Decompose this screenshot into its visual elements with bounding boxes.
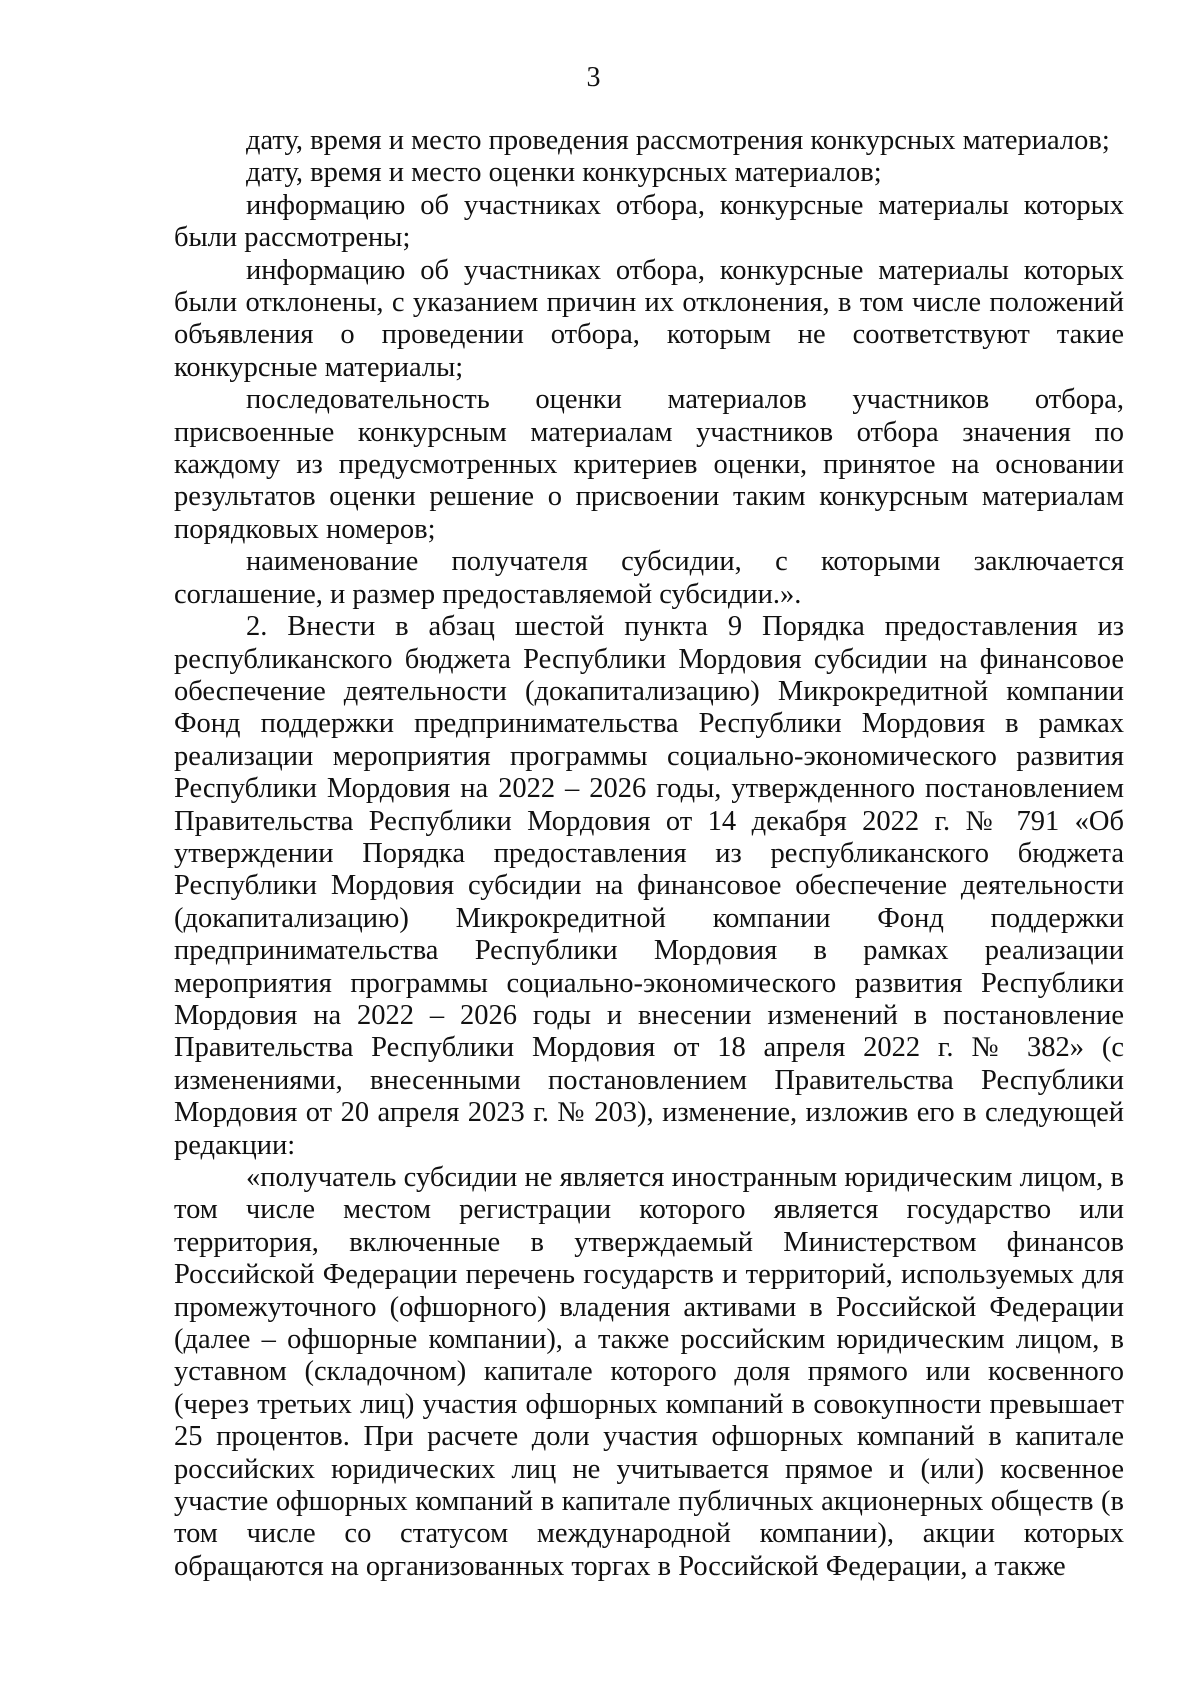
document-body [174, 125, 1124, 1583]
paragraph-review-date: дату, время и место проведения рассмотрения конкурсных материалов; [246, 125, 1110, 156]
paragraph-new-wording: «получатель субсидии не является иностранным юридическим лицом, в том числе местом регистрации которого является государство или территория, включенные в утверждаемый Министерством финансов Российской Федерации перечень государств и территорий, используемых для промежуточного (офшорного) владения активами в Российской Федерации (далее – офшорные компании), а также российским юридическим лицом, в уставном (складочном) капитале которого доля прямого или косвенного (через третьих лиц) участия офшорных компаний в совокупности превышает 25 процентов. При расчете доли участия офшорных компаний в капитале российских юридических лиц не учитывается прямое и (или) косвенное участие офшорных компаний в капитале публичных акционерных обществ (в том числе со статусом международной компании), акции которых обращаются на организованных торгах в Российской Федерации, а также [174, 1162, 1124, 1582]
paragraph-recipient-name: наименование получателя субсидии, с которыми заключается соглашение, и размер предоставляемой субсидии.». [174, 546, 1124, 610]
paragraph-rejected-participants: информацию об участниках отбора, конкурсные материалы которых были отклонены, с указанием причин их отклонения, в том числе положений объявления о проведении отбора, которым не соответствуют такие конкурсные материалы; [174, 254, 1124, 383]
paragraph-reviewed-participants: информацию об участниках отбора, конкурсные материалы которых были рассмотрены; [174, 189, 1124, 254]
paragraph-evaluation-date: дату, время и место оценки конкурсных материалов; [246, 157, 882, 189]
paragraph-amendment-2: 2. Внести в абзац шестой пункта 9 Порядка предоставления из республиканского бюджета Республики Мордовия субсидии на финансовое обеспечение деятельности (докапитализацию) Микрокредитной компании Фонд поддержки предпринимательства Республики Мордовия в рамках реализации мероприятия программы социально-экономического развития Республики Мордовия на 2022 – 2026 годы, утвержденного постановлением Правительства Республики Мордовия от 14 декабря 2022 г. № 791 «Об утверждении Порядка предоставления из республиканского бюджета Республики Мордовия субсидии на финансовое обеспечение деятельности (докапитализацию) Микрокредитной компании Фонд поддержки предпринимательства Республики Мордовия в рамках реализации мероприятия программы социально-экономического развития Республики Мордовия на 2022 – 2026 годы и внесении изменений в постановление Правительства Республики Мордовия от 18 апреля 2022 г. № 382» (с изменениями, внесенными постановлением Правительства Республики Мордовия от 20 апреля 2023 г. № 203), изменение, изложив его в следующей редакции: [174, 611, 1124, 1161]
paragraph-evaluation-sequence: последовательность оценки материалов участников отбора, присвоенные конкурсным материалам участников отбора значения по каждому из предусмотренных критериев оценки, принятое на основании результатов оценки решение о присвоении таким конкурсным материалам порядковых номеров; [174, 384, 1124, 545]
page-number: 3 [586, 62, 601, 93]
